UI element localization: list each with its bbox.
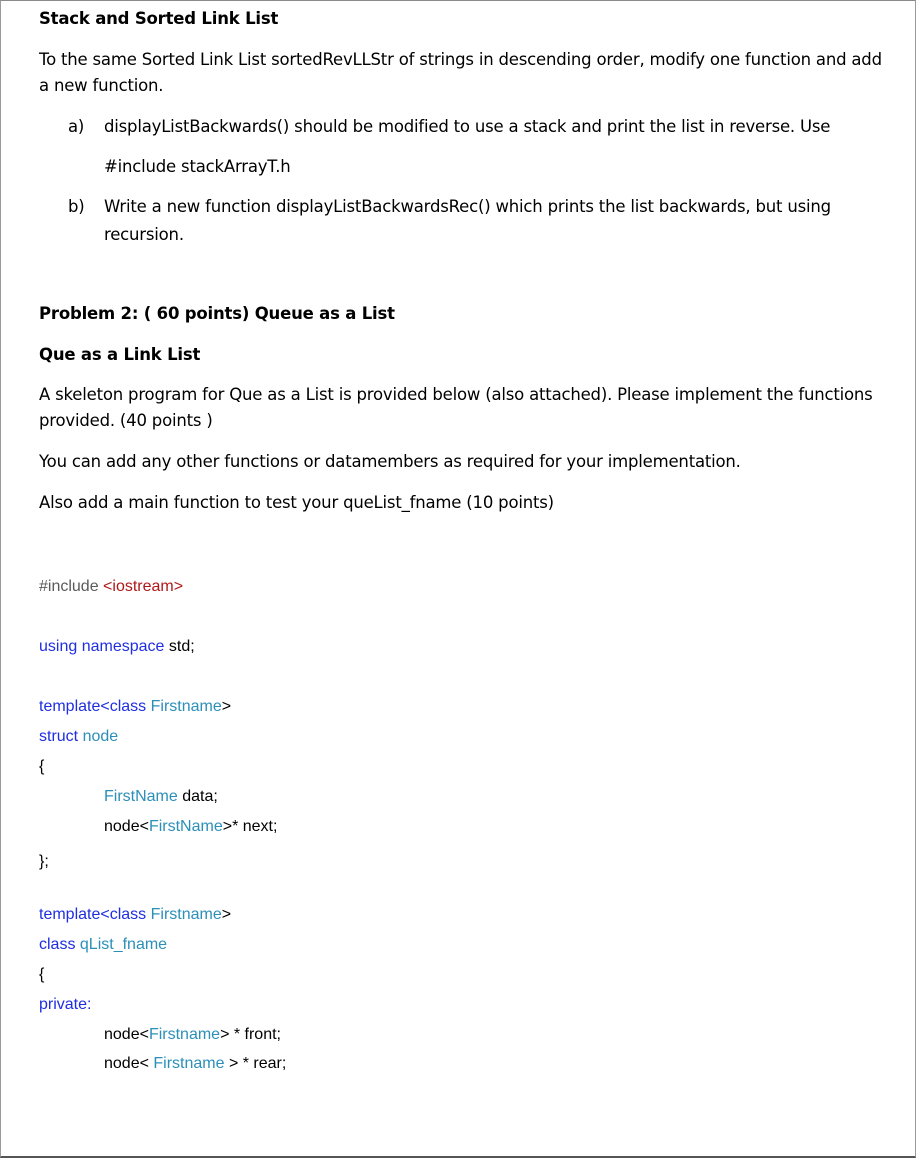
- code-include-directive: #include: [39, 578, 104, 595]
- code-front-rest: > * front;: [220, 1026, 281, 1043]
- problem2-para1-line2: provided. (40 points ): [39, 411, 213, 430]
- item-a-marker: a): [68, 117, 85, 136]
- code-class-keyword: class: [39, 936, 80, 953]
- code-member-data-line: [104, 788, 218, 806]
- intro-line-2: a new function.: [39, 76, 164, 95]
- code-template2-keyword: template<class: [39, 906, 151, 923]
- code-front-pre: node<: [104, 1026, 149, 1043]
- problem2-para2: You can add any other functions or datamembers as required for your implementation.: [39, 452, 741, 471]
- code-open-brace-2: {: [39, 966, 45, 983]
- code-template1-keyword: template<class: [39, 698, 151, 715]
- problem2-para3: Also add a main function to test your queList_fname (10 points): [39, 493, 554, 512]
- code-using-keyword: using namespace: [39, 638, 165, 655]
- item-b-marker: b): [68, 197, 85, 216]
- code-rear-type: Firstname: [153, 1055, 225, 1072]
- code-front-line: [104, 1026, 281, 1044]
- code-open-brace-1: {: [39, 758, 45, 775]
- code-rear-line: [104, 1055, 286, 1073]
- code-member-next-line: [104, 818, 277, 836]
- code-class-name: qList_fname: [79, 936, 168, 953]
- code-template1-line: [39, 698, 231, 716]
- code-using-rest: std;: [164, 638, 195, 655]
- code-class-line: [39, 936, 167, 954]
- code-member-next-type: FirstName: [148, 818, 223, 835]
- code-private-label: private:: [39, 996, 92, 1013]
- code-rear-pre: node<: [104, 1055, 154, 1072]
- code-member-next-pre: node<: [104, 818, 149, 835]
- item-a-line-2: #include stackArrayT.h: [104, 157, 291, 176]
- item-b-line-1: Write a new function displayListBackwardsRec() which prints the list backwards, but using: [104, 197, 831, 216]
- code-struct-keyword: struct: [39, 728, 83, 745]
- code-struct-name: node: [82, 728, 119, 745]
- code-using-line: [39, 638, 195, 656]
- code-front-type: Firstname: [148, 1026, 221, 1043]
- code-include-header: <iostream>: [103, 578, 184, 595]
- problem2-heading: Problem 2: ( 60 points) Queue as a List: [39, 304, 395, 323]
- code-member-next-rest: >* next;: [222, 818, 278, 835]
- code-template2-type: Firstname: [150, 906, 222, 923]
- item-a-line-1: displayListBackwards() should be modified to use a stack and print the list in reverse. Use: [104, 117, 831, 136]
- code-include-line: [39, 578, 183, 596]
- code-template2-line: [39, 906, 231, 924]
- code-template2-close: >: [221, 906, 232, 923]
- problem2-subheading: Que as a Link List: [39, 345, 201, 364]
- item-b-line-2: recursion.: [104, 225, 184, 244]
- code-template1-type: Firstname: [150, 698, 222, 715]
- section-title: Stack and Sorted Link List: [39, 9, 279, 28]
- intro-line-1: To the same Sorted Link List sortedRevLLStr of strings in descending order, modify one function and add: [39, 50, 882, 69]
- code-template1-close: >: [221, 698, 232, 715]
- code-close-struct: };: [39, 853, 49, 870]
- problem2-para1-line1: A skeleton program for Que as a List is provided below (also attached). Please implement the functions: [39, 385, 873, 404]
- code-rear-rest: > * rear;: [224, 1055, 287, 1072]
- code-struct-line: [39, 728, 118, 746]
- code-member-data-rest: data;: [177, 788, 218, 805]
- code-member-data-type: FirstName: [104, 788, 178, 805]
